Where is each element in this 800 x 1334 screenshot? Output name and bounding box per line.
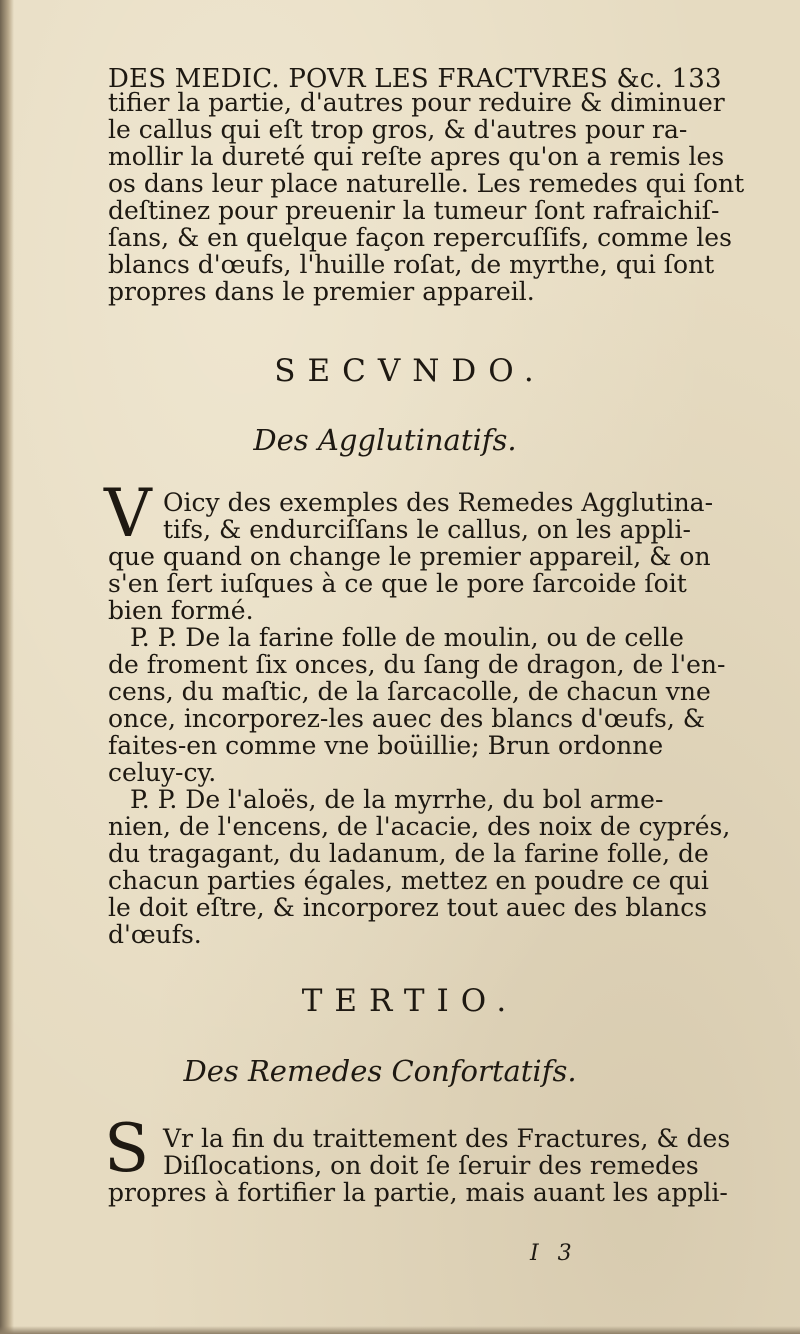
- text-line: que quand on change le premier appareil, & on: [108, 542, 711, 571]
- text-line: P. P. De la farine folle de moulin, ou de celle: [130, 623, 684, 652]
- text-line: propres à fortifier la partie, mais auant les appli-: [108, 1178, 728, 1207]
- text-line: mollir la dureté qui reſte apres qu'on a remis les: [108, 142, 725, 171]
- text-line: le doit eſtre, & incorporez tout auec des blancs: [108, 893, 708, 922]
- text-line: bien formé.: [108, 596, 254, 625]
- text-line: faites-en comme vne boüillie; Brun ordonne: [108, 731, 664, 760]
- text-line: celuy-cy.: [108, 758, 217, 787]
- text-line: tifs, & endurciſſans le callus, on les appli-: [163, 515, 691, 544]
- text-line: once, incorporez-les auec des blancs d'œufs, &: [108, 704, 705, 733]
- page-gutter-shadow: [0, 0, 14, 1334]
- section-title-secundo: SECVNDO.: [274, 353, 546, 389]
- text-line: Oicy des exemples des Remedes Agglutina-: [163, 488, 714, 517]
- text-line: s'en ſert iuſques à ce que le pore ſarcoide ſoit: [108, 569, 687, 598]
- text-line: blancs d'œufs, l'huille roſat, de myrthe, qui ſont: [108, 250, 715, 279]
- text-line: deſtinez pour preuenir la tumeur ſont rafraichiſ-: [108, 196, 720, 225]
- text-line: chacun parties égales, mettez en poudre ce qui: [108, 866, 709, 895]
- page-bottom-shadow: [0, 1326, 800, 1334]
- text-line: propres dans le premier appareil.: [108, 277, 535, 306]
- running-head: DES MEDIC. POVR LES FRACTVRES &c. 133: [108, 64, 722, 94]
- text-line: P. P. De l'aloës, de la myrrhe, du bol arme-: [130, 785, 664, 814]
- section-subtitle-agglutinatifs: Des Agglutinatifs.: [253, 423, 517, 457]
- text-line: du tragagant, du ladanum, de la farine folle, de: [108, 839, 709, 868]
- text-line: Diſlocations, on doit ſe ſeruir des remedes: [163, 1151, 699, 1180]
- text-line: tifier la partie, d'autres pour reduire & diminuer: [108, 88, 725, 117]
- text-line: os dans leur place naturelle. Les remedes qui ſont: [108, 169, 745, 198]
- section-2-body: [108, 488, 731, 949]
- paragraph-1: [108, 88, 745, 306]
- text-line: nien, de l'encens, de l'acacie, des noix de cyprés,: [108, 812, 731, 841]
- signature-mark: I 3: [530, 1241, 578, 1266]
- section-3-body: [108, 1124, 731, 1207]
- drop-cap-s: S: [104, 1110, 150, 1187]
- text-line: de froment ſix onces, du ſang de dragon, de l'en-: [108, 650, 726, 679]
- text-line: le callus qui eſt trop gros, & d'autres pour ra-: [108, 115, 688, 144]
- text-line: Vr la fin du traittement des Fractures, & des: [163, 1124, 731, 1153]
- text-line: d'œufs.: [108, 920, 202, 949]
- section-title-tertio: TERTIO.: [301, 983, 519, 1019]
- section-subtitle-confortatifs: Des Remedes Confortatifs.: [183, 1054, 577, 1088]
- text-line: ſans, & en quelque façon repercuſſifs, comme les: [108, 223, 732, 252]
- drop-cap-v: V: [104, 475, 152, 552]
- text-line: cens, du maſtic, de la ſarcacolle, de chacun vne: [108, 677, 711, 706]
